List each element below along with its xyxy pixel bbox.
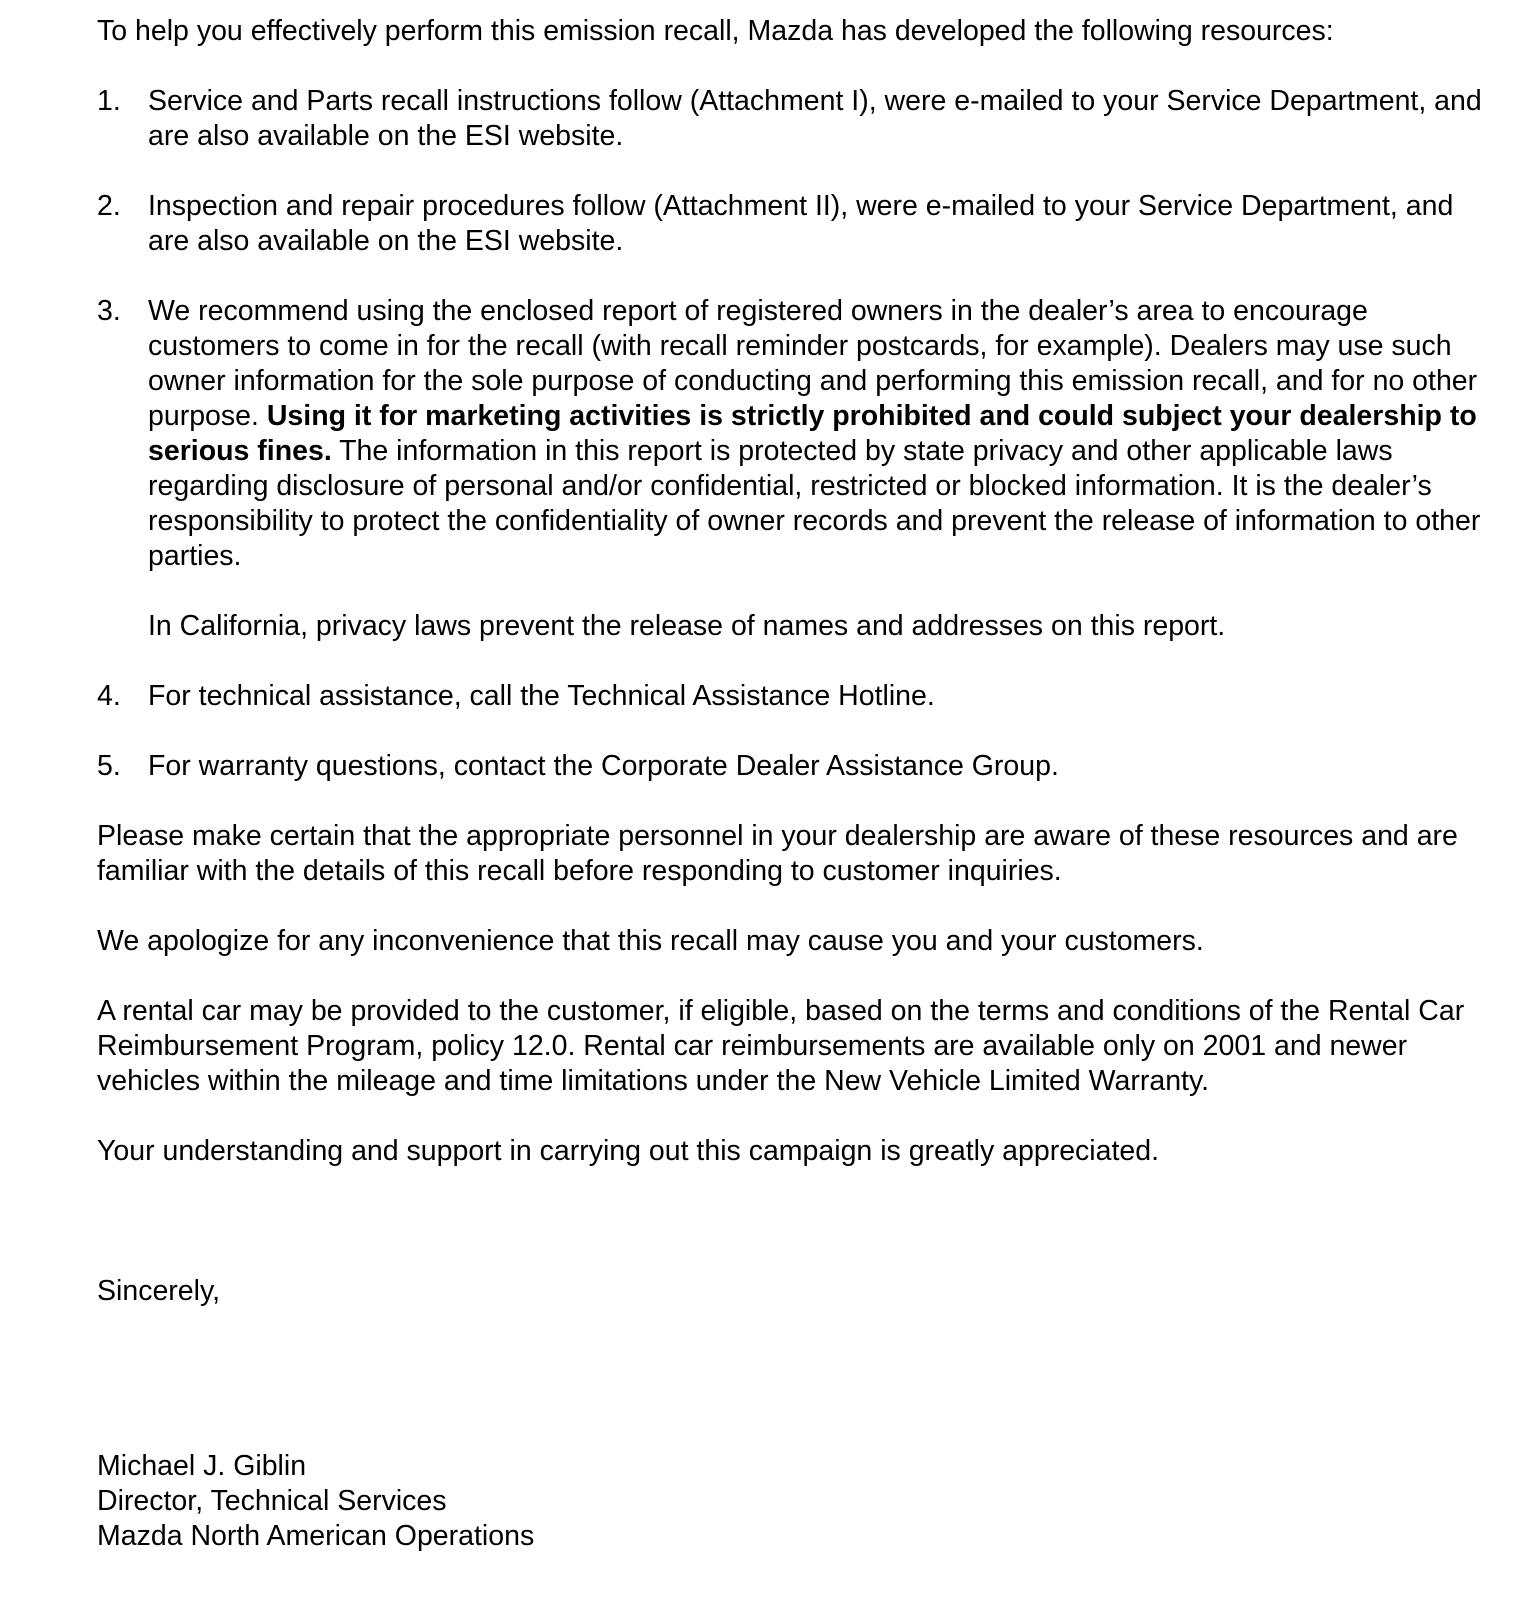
- california-privacy-note: In California, privacy laws prevent the release of names and addresses on this report.: [148, 610, 1226, 642]
- list-item-text: Service and Parts recall instructions follow (Attachment I), were e-mailed to your Service Department, and are also available on the ESI website.: [148, 85, 1482, 152]
- list-item-number: 2.: [97, 190, 121, 222]
- list-item-number: 5.: [97, 750, 121, 782]
- list-item-text: [148, 294, 1497, 574]
- rental-car-paragraph: A rental car may be provided to the customer, if eligible, based on the terms and conditions of the Rental Car Reimbursement Program, policy 12.0. Rental car reimbursements are available only on 2001 and newer vehicles within the mileage and time limitations under the New Vehicle Limited Warranty.: [97, 995, 1465, 1097]
- list-item: [97, 749, 1497, 784]
- list-item: [97, 294, 1497, 644]
- list-item-number: 3.: [97, 295, 121, 327]
- signer-title: Director, Technical Services: [97, 1485, 447, 1517]
- resources-list: [97, 84, 1497, 784]
- letter-body: [97, 14, 1497, 1554]
- apology-paragraph: We apologize for any inconvenience that this recall may cause you and your customers.: [97, 925, 1204, 957]
- signature-block: [97, 1274, 1497, 1554]
- intro-paragraph: To help you effectively perform this emission recall, Mazda has developed the following resources:: [97, 15, 1334, 47]
- list-item-text: For technical assistance, call the Technical Assistance Hotline.: [148, 680, 935, 712]
- signer-organization: Mazda North American Operations: [97, 1520, 535, 1552]
- list-item-number: 1.: [97, 85, 121, 117]
- list-item-text: For warranty questions, contact the Corporate Dealer Assistance Group.: [148, 750, 1059, 782]
- privacy-protection-text: The information in this report is protected by state privacy and other applicable laws regarding disclosure of personal and/or confidential, restricted or blocked information. It is the dealer’s responsibility to protect the confidentiality of owner records and prevent the release of information to other parties.: [148, 435, 1481, 572]
- list-item-number: 4.: [97, 680, 121, 712]
- signer-info: [97, 1449, 1497, 1554]
- list-item: [97, 679, 1497, 714]
- thanks-paragraph: Your understanding and support in carrying out this campaign is greatly appreciated.: [97, 1135, 1160, 1167]
- signer-name: Michael J. Giblin: [97, 1450, 307, 1482]
- closing: Sincerely,: [97, 1275, 221, 1307]
- marketing-prohibition-warning: Using it for marketing activities is strictly prohibited and could subject your dealership to serious fines.: [148, 400, 1477, 467]
- list-item: [97, 84, 1497, 154]
- list-item: [97, 189, 1497, 259]
- personnel-paragraph: Please make certain that the appropriate personnel in your dealership are aware of these resources and are familiar with the details of this recall before responding to customer inquiries.: [97, 820, 1458, 887]
- list-item-text: Inspection and repair procedures follow (Attachment II), were e-mailed to your Service Department, and are also available on the ESI website.: [148, 190, 1454, 257]
- owner-report-text: We recommend using the enclosed report of registered owners in the dealer’s area to encourage customers to come in for the recall (with recall reminder postcards, for example). Dealers may use such owner information for the sole purpose of conducting and performing this emission recall, and for no other purpose.: [148, 295, 1478, 432]
